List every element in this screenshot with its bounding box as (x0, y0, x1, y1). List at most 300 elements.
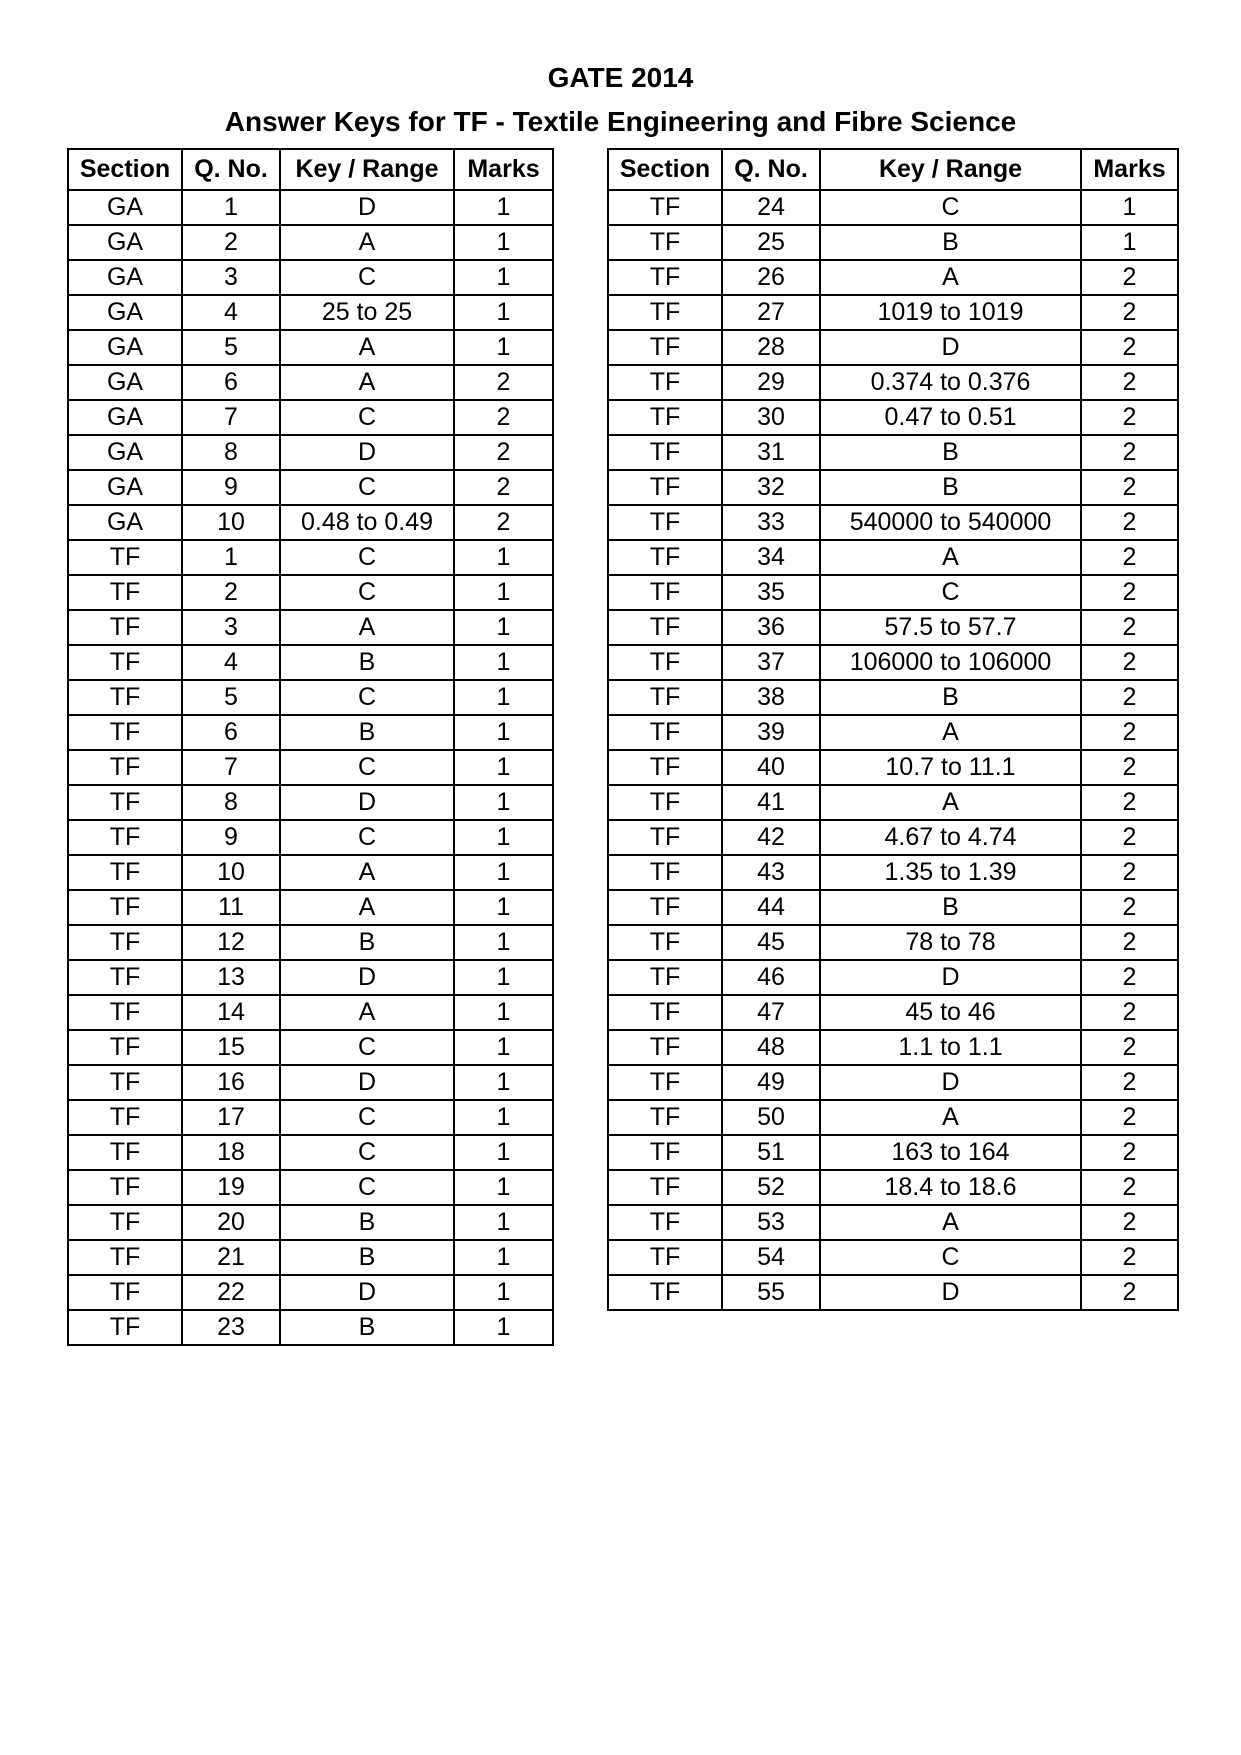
cell-key-range: C (280, 575, 454, 610)
cell-key-range: 10.7 to 11.1 (820, 750, 1081, 785)
table-row (608, 575, 1178, 610)
cell-section: TF (608, 435, 722, 470)
cell-section: TF (608, 855, 722, 890)
cell-marks: 1 (454, 1205, 553, 1240)
table-row (68, 190, 553, 225)
cell-key-range: D (820, 1065, 1081, 1100)
cell-marks: 2 (1081, 610, 1178, 645)
cell-marks: 2 (1081, 1275, 1178, 1310)
cell-qno: 5 (182, 680, 280, 715)
cell-qno: 30 (722, 400, 820, 435)
cell-section: GA (68, 470, 182, 505)
table-row (608, 470, 1178, 505)
page-subtitle: Answer Keys for TF - Textile Engineering and Fibre Science (224, 106, 1017, 137)
cell-qno: 7 (182, 400, 280, 435)
table-row (608, 1275, 1178, 1310)
cell-qno: 32 (722, 470, 820, 505)
table-body (68, 190, 553, 1345)
cell-qno: 52 (722, 1170, 820, 1205)
cell-key-range: 78 to 78 (820, 925, 1081, 960)
cell-marks: 2 (1081, 470, 1178, 505)
cell-key-range: C (280, 680, 454, 715)
cell-section: TF (68, 1065, 182, 1100)
table-row (608, 1135, 1178, 1170)
cell-qno: 26 (722, 260, 820, 295)
table-row (68, 435, 553, 470)
cell-section: TF (608, 400, 722, 435)
cell-marks: 2 (1081, 1065, 1178, 1100)
cell-marks: 2 (1081, 1135, 1178, 1170)
table-row (608, 295, 1178, 330)
header-row (608, 149, 1178, 190)
cell-marks: 2 (454, 400, 553, 435)
table-row (68, 575, 553, 610)
cell-section: TF (68, 715, 182, 750)
cell-section: TF (608, 1170, 722, 1205)
cell-key-range: C (820, 575, 1081, 610)
cell-marks: 2 (1081, 575, 1178, 610)
cell-key-range: C (820, 190, 1081, 225)
cell-qno: 22 (182, 1275, 280, 1310)
table-row (68, 1205, 553, 1240)
cell-marks: 2 (1081, 960, 1178, 995)
cell-marks: 2 (1081, 1100, 1178, 1135)
cell-key-range: 0.374 to 0.376 (820, 365, 1081, 400)
cell-qno: 47 (722, 995, 820, 1030)
cell-key-range: B (820, 225, 1081, 260)
cell-qno: 29 (722, 365, 820, 400)
cell-section: TF (608, 820, 722, 855)
cell-qno: 10 (182, 855, 280, 890)
table-row (68, 1240, 553, 1275)
cell-key-range: D (280, 785, 454, 820)
cell-key-range: A (820, 1100, 1081, 1135)
cell-marks: 2 (1081, 890, 1178, 925)
cell-marks: 2 (1081, 260, 1178, 295)
cell-qno: 4 (182, 295, 280, 330)
cell-section: TF (608, 960, 722, 995)
cell-key-range: 18.4 to 18.6 (820, 1170, 1081, 1205)
table-row (68, 680, 553, 715)
cell-key-range: A (820, 540, 1081, 575)
header-marks: Marks (454, 149, 553, 190)
table-row (608, 435, 1178, 470)
cell-section: TF (608, 925, 722, 960)
cell-section: GA (68, 225, 182, 260)
table-row (68, 1275, 553, 1310)
cell-key-range: C (280, 1135, 454, 1170)
cell-section: TF (608, 1100, 722, 1135)
cell-section: TF (608, 540, 722, 575)
header-row (68, 149, 553, 190)
cell-key-range: 106000 to 106000 (820, 645, 1081, 680)
table-row (68, 365, 553, 400)
cell-key-range: C (280, 260, 454, 295)
cell-marks: 2 (1081, 820, 1178, 855)
cell-key-range: 4.67 to 4.74 (820, 820, 1081, 855)
cell-section: TF (608, 470, 722, 505)
cell-marks: 1 (454, 540, 553, 575)
cell-section: TF (608, 785, 722, 820)
table-row (68, 645, 553, 680)
table-row (68, 505, 553, 540)
cell-key-range: B (280, 715, 454, 750)
cell-qno: 18 (182, 1135, 280, 1170)
cell-marks: 1 (454, 680, 553, 715)
cell-qno: 41 (722, 785, 820, 820)
cell-qno: 19 (182, 1170, 280, 1205)
cell-marks: 1 (454, 1135, 553, 1170)
cell-qno: 28 (722, 330, 820, 365)
header-section: Section (68, 149, 182, 190)
cell-marks: 1 (454, 610, 553, 645)
cell-key-range: D (280, 1065, 454, 1100)
cell-section: TF (68, 785, 182, 820)
cell-qno: 23 (182, 1310, 280, 1345)
cell-qno: 3 (182, 260, 280, 295)
cell-marks: 1 (454, 645, 553, 680)
table-row (608, 540, 1178, 575)
cell-key-range: A (820, 715, 1081, 750)
cell-qno: 31 (722, 435, 820, 470)
table-row (608, 890, 1178, 925)
cell-section: TF (68, 995, 182, 1030)
table-row (68, 540, 553, 575)
table-row (68, 1310, 553, 1345)
cell-marks: 2 (1081, 680, 1178, 715)
table-row (68, 1100, 553, 1135)
cell-marks: 1 (454, 785, 553, 820)
cell-key-range: 57.5 to 57.7 (820, 610, 1081, 645)
cell-section: TF (608, 995, 722, 1030)
cell-marks: 1 (454, 260, 553, 295)
table-row (68, 1135, 553, 1170)
table-row (68, 855, 553, 890)
cell-section: GA (68, 260, 182, 295)
cell-qno: 8 (182, 785, 280, 820)
cell-qno: 39 (722, 715, 820, 750)
cell-marks: 2 (1081, 540, 1178, 575)
table-row (68, 820, 553, 855)
cell-qno: 8 (182, 435, 280, 470)
cell-marks: 1 (454, 1310, 553, 1345)
cell-marks: 2 (454, 470, 553, 505)
cell-marks: 1 (454, 225, 553, 260)
cell-key-range: D (820, 330, 1081, 365)
table-row (608, 400, 1178, 435)
cell-marks: 2 (1081, 1170, 1178, 1205)
cell-marks: 2 (1081, 715, 1178, 750)
cell-key-range: B (280, 925, 454, 960)
cell-section: TF (68, 610, 182, 645)
cell-key-range: C (280, 1170, 454, 1205)
cell-section: TF (608, 890, 722, 925)
cell-marks: 1 (454, 1170, 553, 1205)
cell-marks: 2 (454, 505, 553, 540)
cell-section: TF (68, 925, 182, 960)
cell-qno: 25 (722, 225, 820, 260)
cell-section: TF (608, 225, 722, 260)
table-row (608, 855, 1178, 890)
cell-marks: 2 (1081, 645, 1178, 680)
cell-key-range: D (280, 435, 454, 470)
cell-qno: 50 (722, 1100, 820, 1135)
cell-section: GA (68, 435, 182, 470)
cell-key-range: C (280, 470, 454, 505)
cell-qno: 16 (182, 1065, 280, 1100)
cell-section: TF (608, 1275, 722, 1310)
cell-qno: 51 (722, 1135, 820, 1170)
table-row (608, 1240, 1178, 1275)
header-section: Section (608, 149, 722, 190)
table-row (68, 785, 553, 820)
cell-section: GA (68, 295, 182, 330)
cell-section: TF (68, 1310, 182, 1345)
cell-section: TF (608, 1135, 722, 1170)
header-qno: Q. No. (182, 149, 280, 190)
cell-key-range: C (280, 820, 454, 855)
header-key-range: Key / Range (820, 149, 1081, 190)
cell-section: TF (608, 1205, 722, 1240)
cell-qno: 4 (182, 645, 280, 680)
cell-section: TF (68, 1240, 182, 1275)
cell-section: TF (68, 1170, 182, 1205)
cell-qno: 45 (722, 925, 820, 960)
header-marks: Marks (1081, 149, 1178, 190)
cell-section: TF (68, 575, 182, 610)
cell-marks: 1 (1081, 190, 1178, 225)
cell-qno: 48 (722, 1030, 820, 1065)
cell-marks: 1 (454, 1065, 553, 1100)
page-title: GATE 2014 (547, 62, 694, 93)
cell-section: TF (68, 1030, 182, 1065)
table-row (68, 960, 553, 995)
table-row (608, 330, 1178, 365)
cell-key-range: C (820, 1240, 1081, 1275)
cell-qno: 44 (722, 890, 820, 925)
table-row (68, 1170, 553, 1205)
cell-marks: 2 (1081, 1205, 1178, 1240)
cell-marks: 2 (454, 365, 553, 400)
cell-qno: 2 (182, 575, 280, 610)
cell-marks: 2 (1081, 1240, 1178, 1275)
cell-section: GA (68, 365, 182, 400)
cell-marks: 2 (1081, 330, 1178, 365)
table-body (608, 190, 1178, 1310)
table-row (608, 1170, 1178, 1205)
cell-section: TF (68, 750, 182, 785)
cell-key-range: A (280, 610, 454, 645)
cell-marks: 1 (454, 190, 553, 225)
table-row (68, 470, 553, 505)
cell-section: TF (608, 260, 722, 295)
cell-section: TF (608, 715, 722, 750)
table-row (68, 610, 553, 645)
cell-qno: 5 (182, 330, 280, 365)
cell-section: TF (608, 1240, 722, 1275)
cell-qno: 2 (182, 225, 280, 260)
table-row (608, 225, 1178, 260)
cell-section: TF (608, 610, 722, 645)
cell-marks: 2 (1081, 855, 1178, 890)
table-row (68, 995, 553, 1030)
cell-key-range: B (280, 645, 454, 680)
cell-qno: 1 (182, 540, 280, 575)
table-row (68, 715, 553, 750)
cell-qno: 37 (722, 645, 820, 680)
cell-section: TF (68, 1275, 182, 1310)
cell-section: TF (68, 960, 182, 995)
cell-key-range: 45 to 46 (820, 995, 1081, 1030)
cell-key-range: A (280, 855, 454, 890)
cell-section: GA (68, 190, 182, 225)
table-row (608, 785, 1178, 820)
table-row (608, 1205, 1178, 1240)
table-row (68, 330, 553, 365)
cell-section: TF (68, 540, 182, 575)
cell-marks: 1 (454, 1030, 553, 1065)
cell-qno: 49 (722, 1065, 820, 1100)
cell-qno: 53 (722, 1205, 820, 1240)
cell-marks: 1 (454, 575, 553, 610)
cell-section: TF (68, 820, 182, 855)
cell-key-range: A (280, 225, 454, 260)
cell-marks: 1 (454, 925, 553, 960)
cell-key-range: C (280, 400, 454, 435)
cell-qno: 1 (182, 190, 280, 225)
cell-marks: 1 (454, 890, 553, 925)
cell-key-range: C (280, 750, 454, 785)
cell-key-range: B (280, 1205, 454, 1240)
cell-key-range: D (280, 1275, 454, 1310)
table-row (68, 225, 553, 260)
cell-section: TF (68, 855, 182, 890)
cell-qno: 12 (182, 925, 280, 960)
cell-qno: 54 (722, 1240, 820, 1275)
cell-section: TF (608, 680, 722, 715)
cell-key-range: D (280, 190, 454, 225)
cell-marks: 1 (454, 1100, 553, 1135)
table-row (608, 1065, 1178, 1100)
cell-key-range: D (820, 960, 1081, 995)
cell-marks: 1 (454, 330, 553, 365)
cell-qno: 36 (722, 610, 820, 645)
cell-marks: 2 (1081, 435, 1178, 470)
cell-qno: 20 (182, 1205, 280, 1240)
cell-section: GA (68, 505, 182, 540)
cell-section: TF (68, 1100, 182, 1135)
cell-qno: 11 (182, 890, 280, 925)
table-row (68, 260, 553, 295)
cell-key-range: B (820, 435, 1081, 470)
cell-qno: 40 (722, 750, 820, 785)
cell-marks: 1 (454, 715, 553, 750)
cell-marks: 1 (454, 1240, 553, 1275)
cell-qno: 13 (182, 960, 280, 995)
cell-key-range: A (280, 330, 454, 365)
cell-key-range: B (820, 890, 1081, 925)
cell-key-range: A (280, 995, 454, 1030)
cell-marks: 2 (1081, 785, 1178, 820)
cell-section: TF (68, 645, 182, 680)
cell-section: TF (68, 680, 182, 715)
cell-key-range: A (820, 260, 1081, 295)
cell-key-range: 163 to 164 (820, 1135, 1081, 1170)
cell-key-range: A (280, 890, 454, 925)
cell-key-range: A (820, 785, 1081, 820)
table-row (608, 925, 1178, 960)
cell-marks: 1 (454, 820, 553, 855)
cell-key-range: A (820, 1205, 1081, 1240)
cell-key-range: 540000 to 540000 (820, 505, 1081, 540)
cell-qno: 15 (182, 1030, 280, 1065)
cell-section: TF (608, 330, 722, 365)
cell-qno: 3 (182, 610, 280, 645)
cell-key-range: B (820, 680, 1081, 715)
table-row (68, 295, 553, 330)
cell-marks: 2 (454, 435, 553, 470)
answer-key-table-right (607, 148, 1179, 1311)
cell-qno: 42 (722, 820, 820, 855)
cell-qno: 33 (722, 505, 820, 540)
cell-qno: 9 (182, 820, 280, 855)
cell-qno: 43 (722, 855, 820, 890)
table-row (68, 1030, 553, 1065)
cell-section: TF (608, 645, 722, 680)
cell-section: TF (68, 890, 182, 925)
cell-marks: 1 (454, 960, 553, 995)
cell-section: TF (68, 1135, 182, 1170)
cell-key-range: B (820, 470, 1081, 505)
table-row (608, 1030, 1178, 1065)
cell-marks: 2 (1081, 925, 1178, 960)
cell-section: TF (608, 1030, 722, 1065)
cell-marks: 2 (1081, 505, 1178, 540)
cell-qno: 27 (722, 295, 820, 330)
table-row (608, 680, 1178, 715)
cell-key-range: 0.48 to 0.49 (280, 505, 454, 540)
cell-section: TF (608, 750, 722, 785)
cell-key-range: 1.1 to 1.1 (820, 1030, 1081, 1065)
cell-qno: 46 (722, 960, 820, 995)
cell-marks: 2 (1081, 750, 1178, 785)
cell-qno: 9 (182, 470, 280, 505)
cell-key-range: A (280, 365, 454, 400)
cell-qno: 10 (182, 505, 280, 540)
cell-qno: 21 (182, 1240, 280, 1275)
cell-key-range: C (280, 1100, 454, 1135)
cell-qno: 55 (722, 1275, 820, 1310)
cell-section: TF (608, 1065, 722, 1100)
table-row (608, 260, 1178, 295)
cell-marks: 1 (454, 1275, 553, 1310)
cell-section: GA (68, 400, 182, 435)
table-row (608, 995, 1178, 1030)
table-row (68, 890, 553, 925)
cell-marks: 1 (454, 995, 553, 1030)
cell-marks: 1 (454, 855, 553, 890)
cell-qno: 6 (182, 715, 280, 750)
cell-marks: 1 (454, 750, 553, 785)
table-row (608, 715, 1178, 750)
table-row (608, 610, 1178, 645)
cell-section: TF (68, 1205, 182, 1240)
table-row (608, 750, 1178, 785)
cell-section: TF (608, 365, 722, 400)
table-row (68, 1065, 553, 1100)
table-row (608, 820, 1178, 855)
cell-section: TF (608, 505, 722, 540)
